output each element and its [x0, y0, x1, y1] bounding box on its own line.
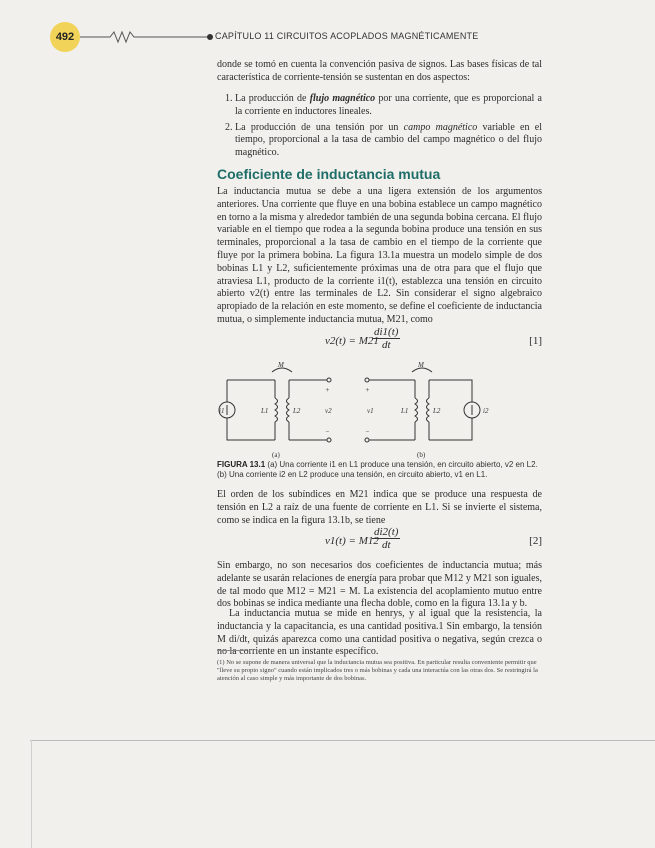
fig-a-v2: v2 — [325, 407, 332, 415]
page-number: 492 — [55, 31, 75, 43]
footnote-rule — [217, 650, 247, 651]
eq1-fraction: $\frac{di1(t)}{dt}$ — [374, 326, 399, 351]
eq1-label: [1] — [529, 335, 542, 347]
header-rule — [80, 30, 215, 44]
paragraph-coefficients: Sin embargo, no son necesarios dos coeficientes de inductancia mutua; más adelante se usarán relaciones de energía para probar que M12 y M21 son iguales, de tal modo que M12 = M21 = M. La existencia del acoplamiento mutuo entre dos bobinas se indica mediante una flecha doble, como en la figura 13.1a y b. — [217, 560, 542, 610]
fig-label-a: (a) — [272, 451, 280, 459]
fig-b-minus: − — [365, 428, 370, 436]
footnote: (1) No se supone de manera universal que la inductancia mutua sea positiva. En particular resulta conveniente permitir que "lleve su propio signo" cuando están implicados tres o más bobinas y cada una interactúa con las otras dos. Se restringirá la atención al caso simple y más importante de dos bobinas. — [217, 659, 538, 682]
equation-1 — [217, 326, 542, 354]
caption-a: (a) Una corriente i1 en L1 produce una tensión, en circuito abierto, v2 en L2. — [267, 460, 538, 469]
scan-left-edge — [31, 740, 32, 848]
fig-b-m: M — [418, 361, 424, 369]
fig-b-l1: L1 — [401, 407, 409, 415]
fig-a-l2: L2 — [293, 407, 301, 415]
intro-paragraph: donde se tomó en cuenta la convención pasiva de signos. Las bases físicas de tal característica de corriente-tensión se sustentan en dos aspectos: — [217, 59, 542, 83]
fig-a-l1: L1 — [261, 407, 269, 415]
fig-a-minus: − — [325, 428, 330, 436]
caption-tag: FIGURA 13.1 — [217, 460, 266, 469]
scan-bottom-edge — [30, 740, 655, 741]
fig-b-i2: i2 — [483, 407, 489, 415]
fig-a-m: M — [278, 361, 284, 369]
fig-b-l2: L2 — [433, 407, 441, 415]
equation-2 — [217, 526, 542, 554]
page-number-badge — [50, 22, 80, 52]
figure-13-1-circuits — [217, 360, 542, 460]
fig-a-plus: + — [325, 386, 330, 394]
list-item: 2. La producción de una tensión por un campo magnético variable en el tiempo, proporcional a la tasa de cambio del campo magnético o del flujo magnético. — [235, 122, 542, 160]
paragraph-subscripts: El orden de los subíndices en M21 indica que se produce una respuesta de tensión en L2 a raíz de una fuente de corriente en L1. Si se invierte el sistema, como se indica en la figura 13.1b, se tiene — [217, 489, 542, 526]
eq2-label: [2] — [529, 535, 542, 547]
paragraph-mutual-inductance: La inductancia mutua se debe a una ligera extensión de los argumentos anteriores. Una corriente que fluye en una bobina establece un campo magnético en torno a la misma y alrededor también de una segunda bobina cercana. El flujo variable en el tiempo que rodea a la segunda bobina produce una tensión en sus terminales, proporcional a la tasa de cambio en el tiempo de la corriente que fluye por la primera bobina. La figura 13.1a muestra un modelo simple de dos bobinas L1 y L2, suficientemente próximas una de otra para que el flujo que atraviesa L1, producto de la corriente i1(t), establezca una tensión en circuito abierto v2(t) entre las terminales de L2. Sin considerar el signo algebraico apropiado de la relación en este momento, se define el coeficiente de inductancia mutua, o simplemente inductancia mutua, M21, como — [217, 186, 542, 325]
eq2-fraction: $\frac{di2(t)}{dt}$ — [374, 526, 399, 551]
eq2-lhs: v1(t) = M12 — [325, 535, 379, 547]
eq1-lhs: v2(t) = M21 — [325, 335, 379, 347]
fig-b-plus: + — [365, 386, 370, 394]
fig-b-v1: v1 — [367, 407, 374, 415]
fig-a-i1: i1 — [219, 407, 225, 415]
fig-label-b: (b) — [417, 451, 426, 459]
aspects-list — [217, 93, 542, 163]
caption-b: (b) Una corriente i2 en L2 produce una tensión, en circuito abierto, v1 en L1. — [217, 470, 488, 479]
paragraph-henrys: La inductancia mutua se mide en henrys, y al igual que la resistencia, la inductancia y la capacitancia, es una cantidad positiva.1 Sin embargo, la tensión M di/dt, quizás aparezca como una cantidad positiva o negativa, según crezca o no la corriente en un instante específico. — [217, 608, 542, 658]
list-item: 1. La producción de flujo magnético por una corriente, que es proporcional a la corriente en inductores lineales. — [235, 93, 542, 119]
section-title: Coeficiente de inductancia mutua — [217, 166, 441, 182]
chapter-heading: CAPÍTULO 11 CIRCUITOS ACOPLADOS MAGNÉTICAMENTE — [215, 31, 479, 41]
figure-caption — [217, 460, 542, 480]
